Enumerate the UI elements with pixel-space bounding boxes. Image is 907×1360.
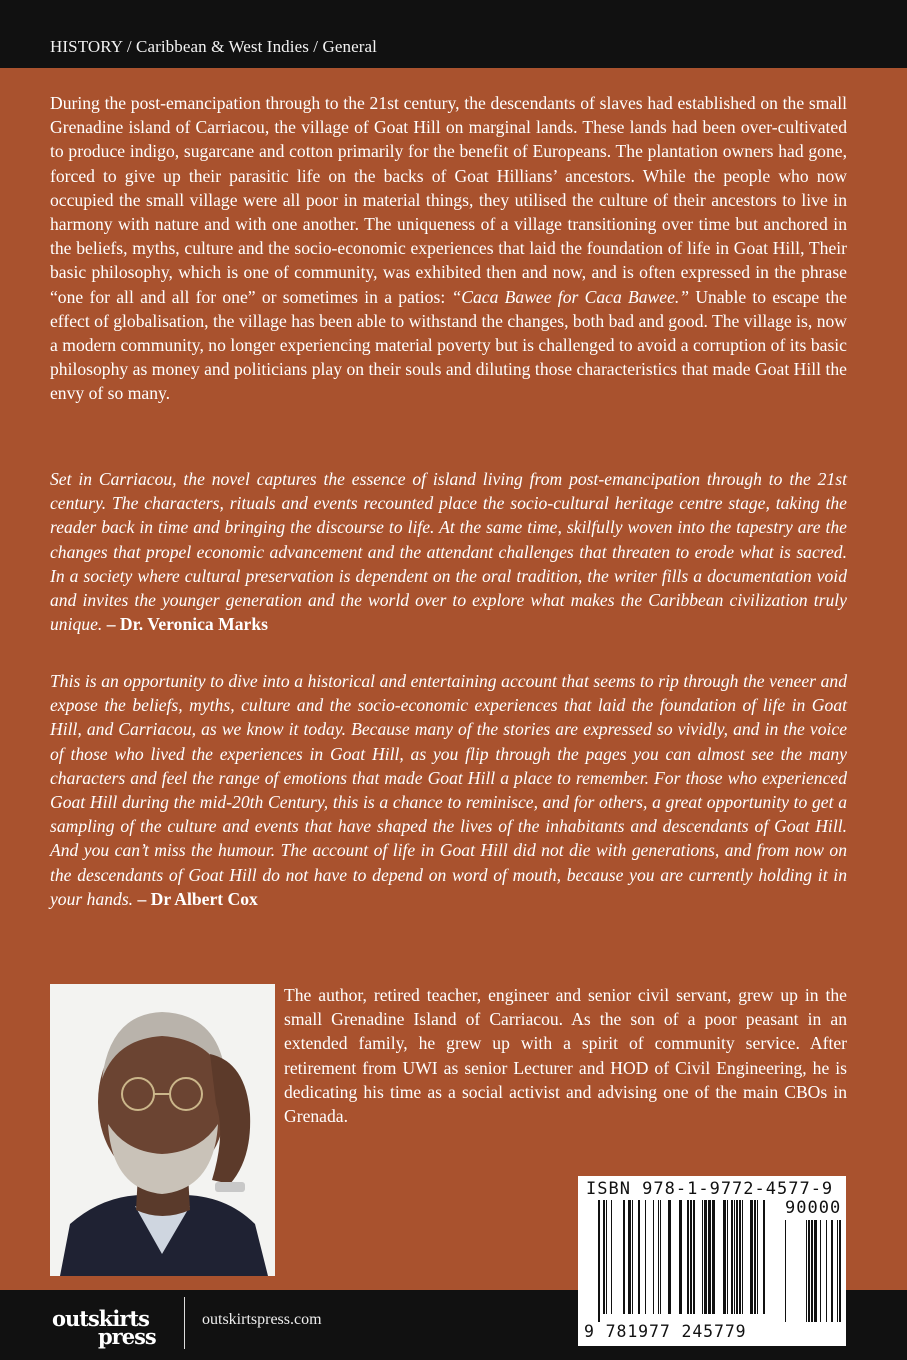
- blurb-phrase: “Caca Bawee for Caca Bawee.”: [451, 286, 690, 307]
- blurb-text: During the post-emancipation through to the 21st century, the descendants of slaves had established on the small Grenadine island of Carriacou, the village of Goat Hill on marginal lands. These lands had been over-cultivated to produce indigo, sugarcane and cotton primarily for the benefit of Europeans. The plantation owners had gone, forced to give up their parasitic life on the backs of Goat Hillians’ ancestors. While the people who now occupied the small village were all poor in material things, they utilised the culture of their ancestors to live in harmony with nature and with one another. The uniqueness of a village transitioning over time but anchored in the beliefs, myths, culture and the socio-economic experiences that laid the foundation of life in Goat Hill, Their basic philosophy, which is one of community, was exhibited then and now, and is often expressed in the phrase “one for all and all for one” or sometimes in a patios:: [50, 93, 847, 307]
- ean-digits: 9 781977 245779: [584, 1322, 747, 1341]
- author-bio: The author, retired teacher, engineer and senior civil servant, grew up in the small Grenadine Island of Carriacou. As the son of a poor peasant in an extended family, he grew up with a spirit of community service. After retirement from UWI as senior Lecturer and HOD of Civil Engineering, he is dedicating his time as a social activist and advising one of the main CBOs in Grenada.: [284, 985, 847, 1127]
- logo-text-press: press: [98, 1324, 156, 1349]
- blurb-text-end: Unable to escape the effect of globalisation, the village has been able to withstand the changes, both bad and good. The village is, now a modern community, no longer experiencing material poverty but is challenged to avoid a corruption of its basic philosophy as money and politicians play on their souls and diluting those characteristics that made Goat Hill the envy of so many.: [50, 286, 847, 404]
- author-photo: [50, 984, 275, 1276]
- logo-text-outskirts: outskirts: [52, 1306, 149, 1331]
- review-attribution: – Dr Albert Cox: [137, 888, 258, 909]
- review-text: Set in Carriacou, the novel captures the essence of island living from post-emancipation through to the 21st century. The characters, rituals and events recounted place the socio-cultural heritage centre stage, taking the reader back in time and bringing the discourse to life. At the same time, skilfully woven into the tapestry are the changes that propel economic advancement and the attendant challenges that threaten to erode what is sacred. In a society where cultural preservation is dependent on the oral tradition, the writer fills a documentation void and invites the younger generation and the world over to explore what makes the Caribbean civilization truly unique.: [50, 469, 847, 635]
- review-albert-cox: [50, 669, 847, 911]
- publisher-logo: [52, 1298, 172, 1350]
- isbn-barcode: [578, 1176, 846, 1346]
- divider: [184, 1297, 185, 1349]
- barcode-bars: [578, 1176, 846, 1346]
- top-bar: [0, 0, 907, 68]
- book-blurb: [50, 91, 847, 406]
- publisher-website: outskirtspress.com: [202, 1311, 322, 1328]
- review-attribution: – Dr. Veronica Marks: [106, 614, 268, 635]
- review-text: This is an opportunity to dive into a historical and entertaining account that seems to rip through the veneer and expose the beliefs, myths, culture and the socio-economic experiences that laid the foundation of life in Goat Hill, and Carriacou, as we know it today. Because many of the stories are expressed so vividly, and in the voice of those who lived the experiences in Goat Hill, as you flip through the pages you can almost see the many characters and feel the range of emotions that made Goat Hill a place to remember. For those who experienced Goat Hill during the mid-20th Century, this is a chance to reminisce, and for others, a great opportunity to get a sampling of the culture and events that have shaped the lives of the inhabitants and descendants of Goat Hill. And you can’t miss the humour. The account of life in Goat Hill did not die with generations, and from now on the descendants of Goat Hill do not have to depend on word of mouth, because you are currently holding it in your hands.: [50, 671, 847, 909]
- price-code: 90000: [785, 1198, 842, 1218]
- category-label: HISTORY / Caribbean & West Indies / General: [50, 37, 377, 56]
- review-veronica-marks: [50, 467, 847, 636]
- isbn-label: ISBN 978-1-9772-4577-9: [586, 1179, 834, 1199]
